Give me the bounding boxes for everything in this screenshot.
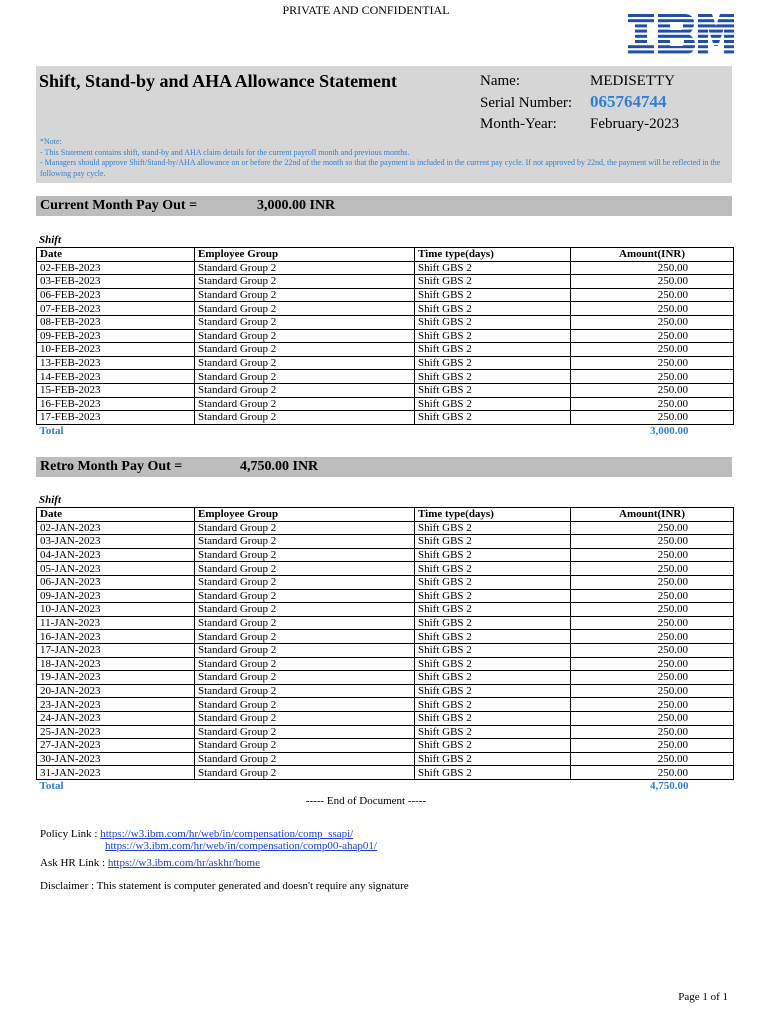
cell-amount: 250.00 [571,603,734,617]
cell-date: 10-FEB-2023 [37,343,195,357]
table-row [37,397,734,411]
note-line-1: - This Statement contains shift, stand-by and AHA claim details for the current payroll month and previous months. [40,147,410,157]
cell-amount: 250.00 [571,575,734,589]
cell-date: 07-FEB-2023 [37,302,195,316]
cell-date: 17-FEB-2023 [37,411,195,425]
cell-amount: 250.00 [571,288,734,302]
cell-employee-group: Standard Group 2 [195,643,415,657]
policy-link-1[interactable]: https://w3.ibm.com/hr/web/in/compensation/comp_ssapi/ [100,828,354,840]
cell-employee-group: Standard Group 2 [195,684,415,698]
cell-date: 02-FEB-2023 [37,261,195,275]
table-row [37,315,734,329]
table-row [37,643,734,657]
cell-date: 24-JAN-2023 [37,711,195,725]
cell-date: 09-JAN-2023 [37,589,195,603]
cell-date: 20-JAN-2023 [37,684,195,698]
cell-date: 08-FEB-2023 [37,315,195,329]
empty-cell [415,779,571,792]
table-row [37,739,734,753]
cell-employee-group: Standard Group 2 [195,521,415,535]
cell-employee-group: Standard Group 2 [195,671,415,685]
cell-date: 06-JAN-2023 [37,575,195,589]
serial-number-value: 065764744 [590,92,667,111]
cell-time-type: Shift GBS 2 [415,329,571,343]
ask-hr-link-row [40,857,260,869]
cell-employee-group: Standard Group 2 [195,535,415,549]
cell-date: 06-FEB-2023 [37,288,195,302]
total-value: 3,000.00 [650,425,689,438]
cell-time-type: Shift GBS 2 [415,411,571,425]
table-row [37,671,734,685]
cell-time-type: Shift GBS 2 [415,589,571,603]
cell-date: 10-JAN-2023 [37,603,195,617]
cell-employee-group: Standard Group 2 [195,411,415,425]
cell-amount: 250.00 [571,275,734,289]
note-heading: *Note: [40,137,62,146]
table-row [37,343,734,357]
total-label: Total [39,780,64,793]
table-header-row [37,248,734,262]
cell-time-type: Shift GBS 2 [415,671,571,685]
cell-date: 25-JAN-2023 [37,725,195,739]
cell-employee-group: Standard Group 2 [195,343,415,357]
table-row [37,616,734,630]
table-row [37,603,734,617]
cell-date: 18-JAN-2023 [37,657,195,671]
cell-time-type: Shift GBS 2 [415,397,571,411]
cell-amount: 250.00 [571,411,734,425]
cell-amount: 250.00 [571,671,734,685]
cell-date: 03-FEB-2023 [37,275,195,289]
table-row [37,329,734,343]
cell-time-type: Shift GBS 2 [415,684,571,698]
cell-employee-group: Standard Group 2 [195,711,415,725]
confidential-label: PRIVATE AND CONFIDENTIAL [282,3,450,17]
cell-date: 16-JAN-2023 [37,630,195,644]
cell-time-type: Shift GBS 2 [415,752,571,766]
table-row [37,535,734,549]
cell-date: 30-JAN-2023 [37,752,195,766]
table-row [37,383,734,397]
cell-date: 31-JAN-2023 [37,766,195,780]
column-header-date: Date [37,508,195,522]
retro-shift-label: Shift [39,494,62,506]
cell-employee-group: Standard Group 2 [195,275,415,289]
cell-employee-group: Standard Group 2 [195,288,415,302]
cell-time-type: Shift GBS 2 [415,616,571,630]
ibm-logo [628,14,734,54]
total-label: Total [39,425,64,438]
cell-amount: 250.00 [571,589,734,603]
page-number: Page 1 of 1 [678,991,728,1003]
ask-hr-label: Ask HR Link : [40,857,106,869]
cell-time-type: Shift GBS 2 [415,603,571,617]
table-row [37,521,734,535]
table-row [37,302,734,316]
cell-time-type: Shift GBS 2 [415,698,571,712]
cell-date: 11-JAN-2023 [37,616,195,630]
current-shift-label: Shift [39,234,62,246]
policy-link-row [40,828,353,840]
month-year-value: February-2023 [590,116,680,132]
cell-amount: 250.00 [571,356,734,370]
column-header-date: Date [37,248,195,262]
cell-employee-group: Standard Group 2 [195,766,415,780]
cell-amount: 250.00 [571,657,734,671]
cell-time-type: Shift GBS 2 [415,657,571,671]
cell-employee-group: Standard Group 2 [195,370,415,384]
cell-time-type: Shift GBS 2 [415,356,571,370]
cell-employee-group: Standard Group 2 [195,548,415,562]
cell-time-type: Shift GBS 2 [415,739,571,753]
column-header-amount: Amount(INR) [571,508,734,522]
cell-amount: 250.00 [571,329,734,343]
policy-link-2[interactable]: https://w3.ibm.com/hr/web/in/compensation/comp00-ahap01/ [105,840,377,852]
table-row [37,288,734,302]
table-row [37,261,734,275]
cell-date: 17-JAN-2023 [37,643,195,657]
column-header-employee-group: Employee Group [195,248,415,262]
cell-employee-group: Standard Group 2 [195,383,415,397]
cell-amount: 250.00 [571,343,734,357]
cell-time-type: Shift GBS 2 [415,302,571,316]
cell-amount: 250.00 [571,521,734,535]
note-line-2: - Managers should approve Shift/Stand-by/AHA allowance on or before the 22nd of the month so that the payment is included in the current pay cycle. If not approved by 22nd, the payment will be reflected in the following pay cycle. [40,158,721,178]
retro-month-amount: 4,750.00 INR [240,459,319,474]
current-shift-table [36,247,734,437]
cell-employee-group: Standard Group 2 [195,616,415,630]
ask-hr-link[interactable]: https://w3.ibm.com/hr/askhr/home [107,857,260,869]
cell-time-type: Shift GBS 2 [415,575,571,589]
table-header-row [37,508,734,522]
table-row [37,698,734,712]
cell-amount: 250.00 [571,261,734,275]
table-row [37,766,734,780]
cell-time-type: Shift GBS 2 [415,630,571,644]
empty-cell [195,424,415,437]
table-row [37,575,734,589]
column-header-employee-group: Employee Group [195,508,415,522]
cell-employee-group: Standard Group 2 [195,725,415,739]
table-row [37,411,734,425]
total-row [37,424,734,437]
table-row [37,725,734,739]
cell-time-type: Shift GBS 2 [415,643,571,657]
cell-time-type: Shift GBS 2 [415,766,571,780]
cell-date: 23-JAN-2023 [37,698,195,712]
cell-amount: 250.00 [571,302,734,316]
cell-employee-group: Standard Group 2 [195,397,415,411]
serial-number-label: Serial Number: [480,95,573,111]
total-row [37,779,734,792]
cell-employee-group: Standard Group 2 [195,657,415,671]
cell-date: 09-FEB-2023 [37,329,195,343]
table-row [37,630,734,644]
cell-amount: 250.00 [571,630,734,644]
cell-amount: 250.00 [571,616,734,630]
cell-time-type: Shift GBS 2 [415,535,571,549]
cell-time-type: Shift GBS 2 [415,288,571,302]
cell-date: 15-FEB-2023 [37,383,195,397]
disclaimer: Disclaimer : This statement is computer generated and doesn't require any signature [40,880,409,892]
cell-amount: 250.00 [571,535,734,549]
cell-time-type: Shift GBS 2 [415,521,571,535]
cell-amount: 250.00 [571,383,734,397]
cell-amount: 250.00 [571,711,734,725]
cell-amount: 250.00 [571,397,734,411]
cell-date: 04-JAN-2023 [37,548,195,562]
current-month-amount: 3,000.00 INR [257,198,336,213]
column-header-time-type: Time type(days) [415,248,571,262]
cell-employee-group: Standard Group 2 [195,356,415,370]
cell-employee-group: Standard Group 2 [195,589,415,603]
retro-shift-table [36,507,734,792]
cell-amount: 250.00 [571,548,734,562]
cell-date: 27-JAN-2023 [37,739,195,753]
cell-amount: 250.00 [571,315,734,329]
statement-title: Shift, Stand-by and AHA Allowance Statement [39,71,398,91]
column-header-time-type: Time type(days) [415,508,571,522]
cell-time-type: Shift GBS 2 [415,261,571,275]
cell-date: 14-FEB-2023 [37,370,195,384]
table-row [37,562,734,576]
cell-employee-group: Standard Group 2 [195,562,415,576]
cell-date: 05-JAN-2023 [37,562,195,576]
cell-time-type: Shift GBS 2 [415,343,571,357]
cell-amount: 250.00 [571,739,734,753]
cell-time-type: Shift GBS 2 [415,562,571,576]
cell-amount: 250.00 [571,698,734,712]
cell-time-type: Shift GBS 2 [415,711,571,725]
cell-employee-group: Standard Group 2 [195,630,415,644]
cell-time-type: Shift GBS 2 [415,275,571,289]
cell-date: 16-FEB-2023 [37,397,195,411]
name-label: Name: [480,73,520,89]
name-value: MEDISETTY [590,73,675,89]
cell-amount: 250.00 [571,562,734,576]
table-row [37,752,734,766]
cell-employee-group: Standard Group 2 [195,603,415,617]
empty-cell [195,779,415,792]
retro-month-title: Retro Month Pay Out = [40,459,183,474]
cell-employee-group: Standard Group 2 [195,739,415,753]
cell-time-type: Shift GBS 2 [415,548,571,562]
table-row [37,711,734,725]
policy-link-label: Policy Link : [40,828,98,840]
cell-employee-group: Standard Group 2 [195,575,415,589]
cell-date: 13-FEB-2023 [37,356,195,370]
note-block [40,137,730,179]
total-value: 4,750.00 [650,780,689,793]
cell-employee-group: Standard Group 2 [195,261,415,275]
cell-time-type: Shift GBS 2 [415,315,571,329]
cell-date: 03-JAN-2023 [37,535,195,549]
cell-amount: 250.00 [571,370,734,384]
cell-employee-group: Standard Group 2 [195,698,415,712]
table-row [37,548,734,562]
table-row [37,657,734,671]
current-month-title: Current Month Pay Out = [40,198,198,213]
cell-amount: 250.00 [571,643,734,657]
cell-employee-group: Standard Group 2 [195,329,415,343]
table-row [37,356,734,370]
cell-amount: 250.00 [571,766,734,780]
cell-time-type: Shift GBS 2 [415,383,571,397]
cell-employee-group: Standard Group 2 [195,752,415,766]
cell-amount: 250.00 [571,684,734,698]
cell-date: 19-JAN-2023 [37,671,195,685]
table-row [37,275,734,289]
month-year-label: Month-Year: [480,116,557,132]
table-row [37,370,734,384]
table-row [37,589,734,603]
policy-link-row-2 [105,840,377,852]
cell-time-type: Shift GBS 2 [415,370,571,384]
cell-time-type: Shift GBS 2 [415,725,571,739]
cell-amount: 250.00 [571,752,734,766]
cell-date: 02-JAN-2023 [37,521,195,535]
table-row [37,684,734,698]
cell-employee-group: Standard Group 2 [195,315,415,329]
column-header-amount: Amount(INR) [571,248,734,262]
cell-employee-group: Standard Group 2 [195,302,415,316]
end-of-document: ----- End of Document ----- [305,795,427,807]
empty-cell [415,424,571,437]
cell-amount: 250.00 [571,725,734,739]
